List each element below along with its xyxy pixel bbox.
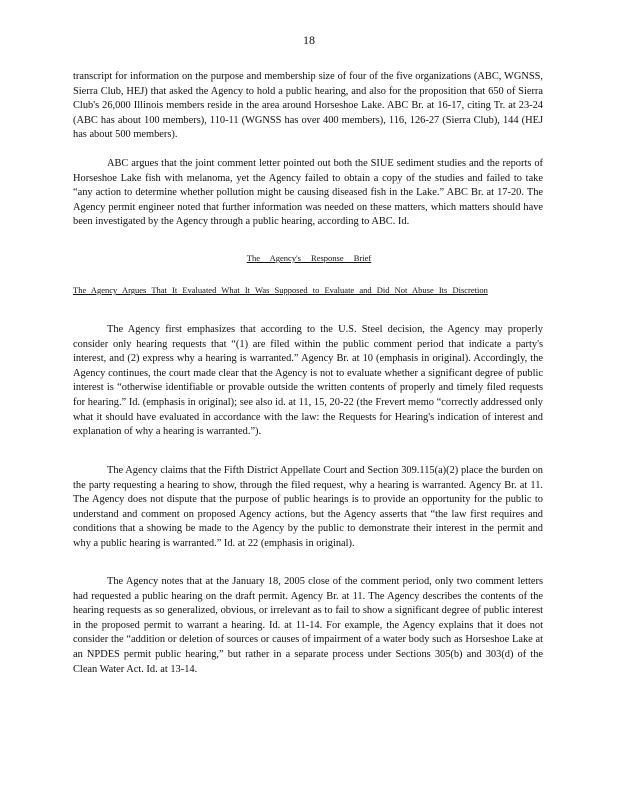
paragraph-4: The Agency claims that the Fifth District Appellate Court and Section 309.115(a)(2) place the burden on the party requesting a hearing to show, through the filed request, why a hearing is warranted. Agency Br. at 11. The Agency does not dispute that the purpose of public hearings is to provide an opportunity for the public to understand and comment on proposed Agency actions, but the Agency asserts that “the law first requires and conditions that a showing be made to the Agency by the public to demonstrate their interest in the permit and why a public hearing is warranted.” Id. at 22 (emphasis in original). — [73, 465, 543, 549]
paragraph-5: The Agency notes that at the January 18, 2005 close of the comment period, only two comment letters had requested a public hearing on the draft permit. Agency Br. at 11. The Agency describes the contents of the hearing requests as so generalized, obvious, or irrelevant as to fail to show a significant degree of public interest in the proposed permit to warrant a hearing. Id. at 11-14. For example, the Agency explains that it does not consider the “addition or deletion of sources or causes of impairment of a water body such as Horseshoe Lake at an NPDES permit public hearing,” but rather in a separate process under Sections 305(b) and 303(d) of the Clean Water Act. Id. at 13-14. — [73, 576, 543, 675]
paragraph-1: transcript for information on the purpose and membership size of four of the five organizations (ABC, WGNSS, Sierra Club, HEJ) that asked the Agency to hold a public hearing, and also for the proposition that 650 of Sierra Club's 26,000 Illinois members reside in the area around Horseshoe Lake. ABC Br. at 16-17, citing Tr. at 23-24 (ABC has about 100 members), 110-11 (WGNSS has over 400 members), 116, 126-27 (Sierra Club), 144 (HEJ has about 500 members). — [73, 71, 543, 141]
paragraph-2: ABC argues that the joint comment letter pointed out both the SIUE sediment studies and the reports of Horseshoe Lake fish with melanoma, yet the Agency failed to obtain a copy of the studies and failed to take “any action to determine whether pollution might be causing diseased fish in the Lake.” ABC Br. at 17-20. The Agency permit engineer noted that further information was needed on these matters, which matters should have been investigated by the Agency through a public hearing, according to ABC. Id. — [73, 158, 543, 228]
paragraph-3: The Agency first emphasizes that according to the U.S. Steel decision, the Agency may properly consider only hearing requests that “(1) are filed within the public comment period that indicate a party's interest, and (2) express why a hearing is warranted.” Agency Br. at 10 (emphasis in original). Accordingly, the Agency continues, the court made clear that the Agency is not to evaluate whether a significant degree of public interest is “otherwise identifiable or provable outside the written contents of properly and timely filed requests for hearing.” Id. (emphasis in original); see also id. at 11, 15, 20-22 (the Frevert memo “correctly addressed only what it should have evaluated in accordance with the law: the Requests for Hearing's indication of interest and explanation of why a hearing is warranted.”). — [73, 324, 543, 438]
page-number: 18 — [303, 33, 315, 47]
heading-agency-argues: The Agency Argues That It Evaluated What It Was Supposed to Evaluate and Did Not Abuse Its Discretion — [73, 285, 488, 295]
heading-response-brief: The Agency's Response Brief — [246, 253, 372, 263]
